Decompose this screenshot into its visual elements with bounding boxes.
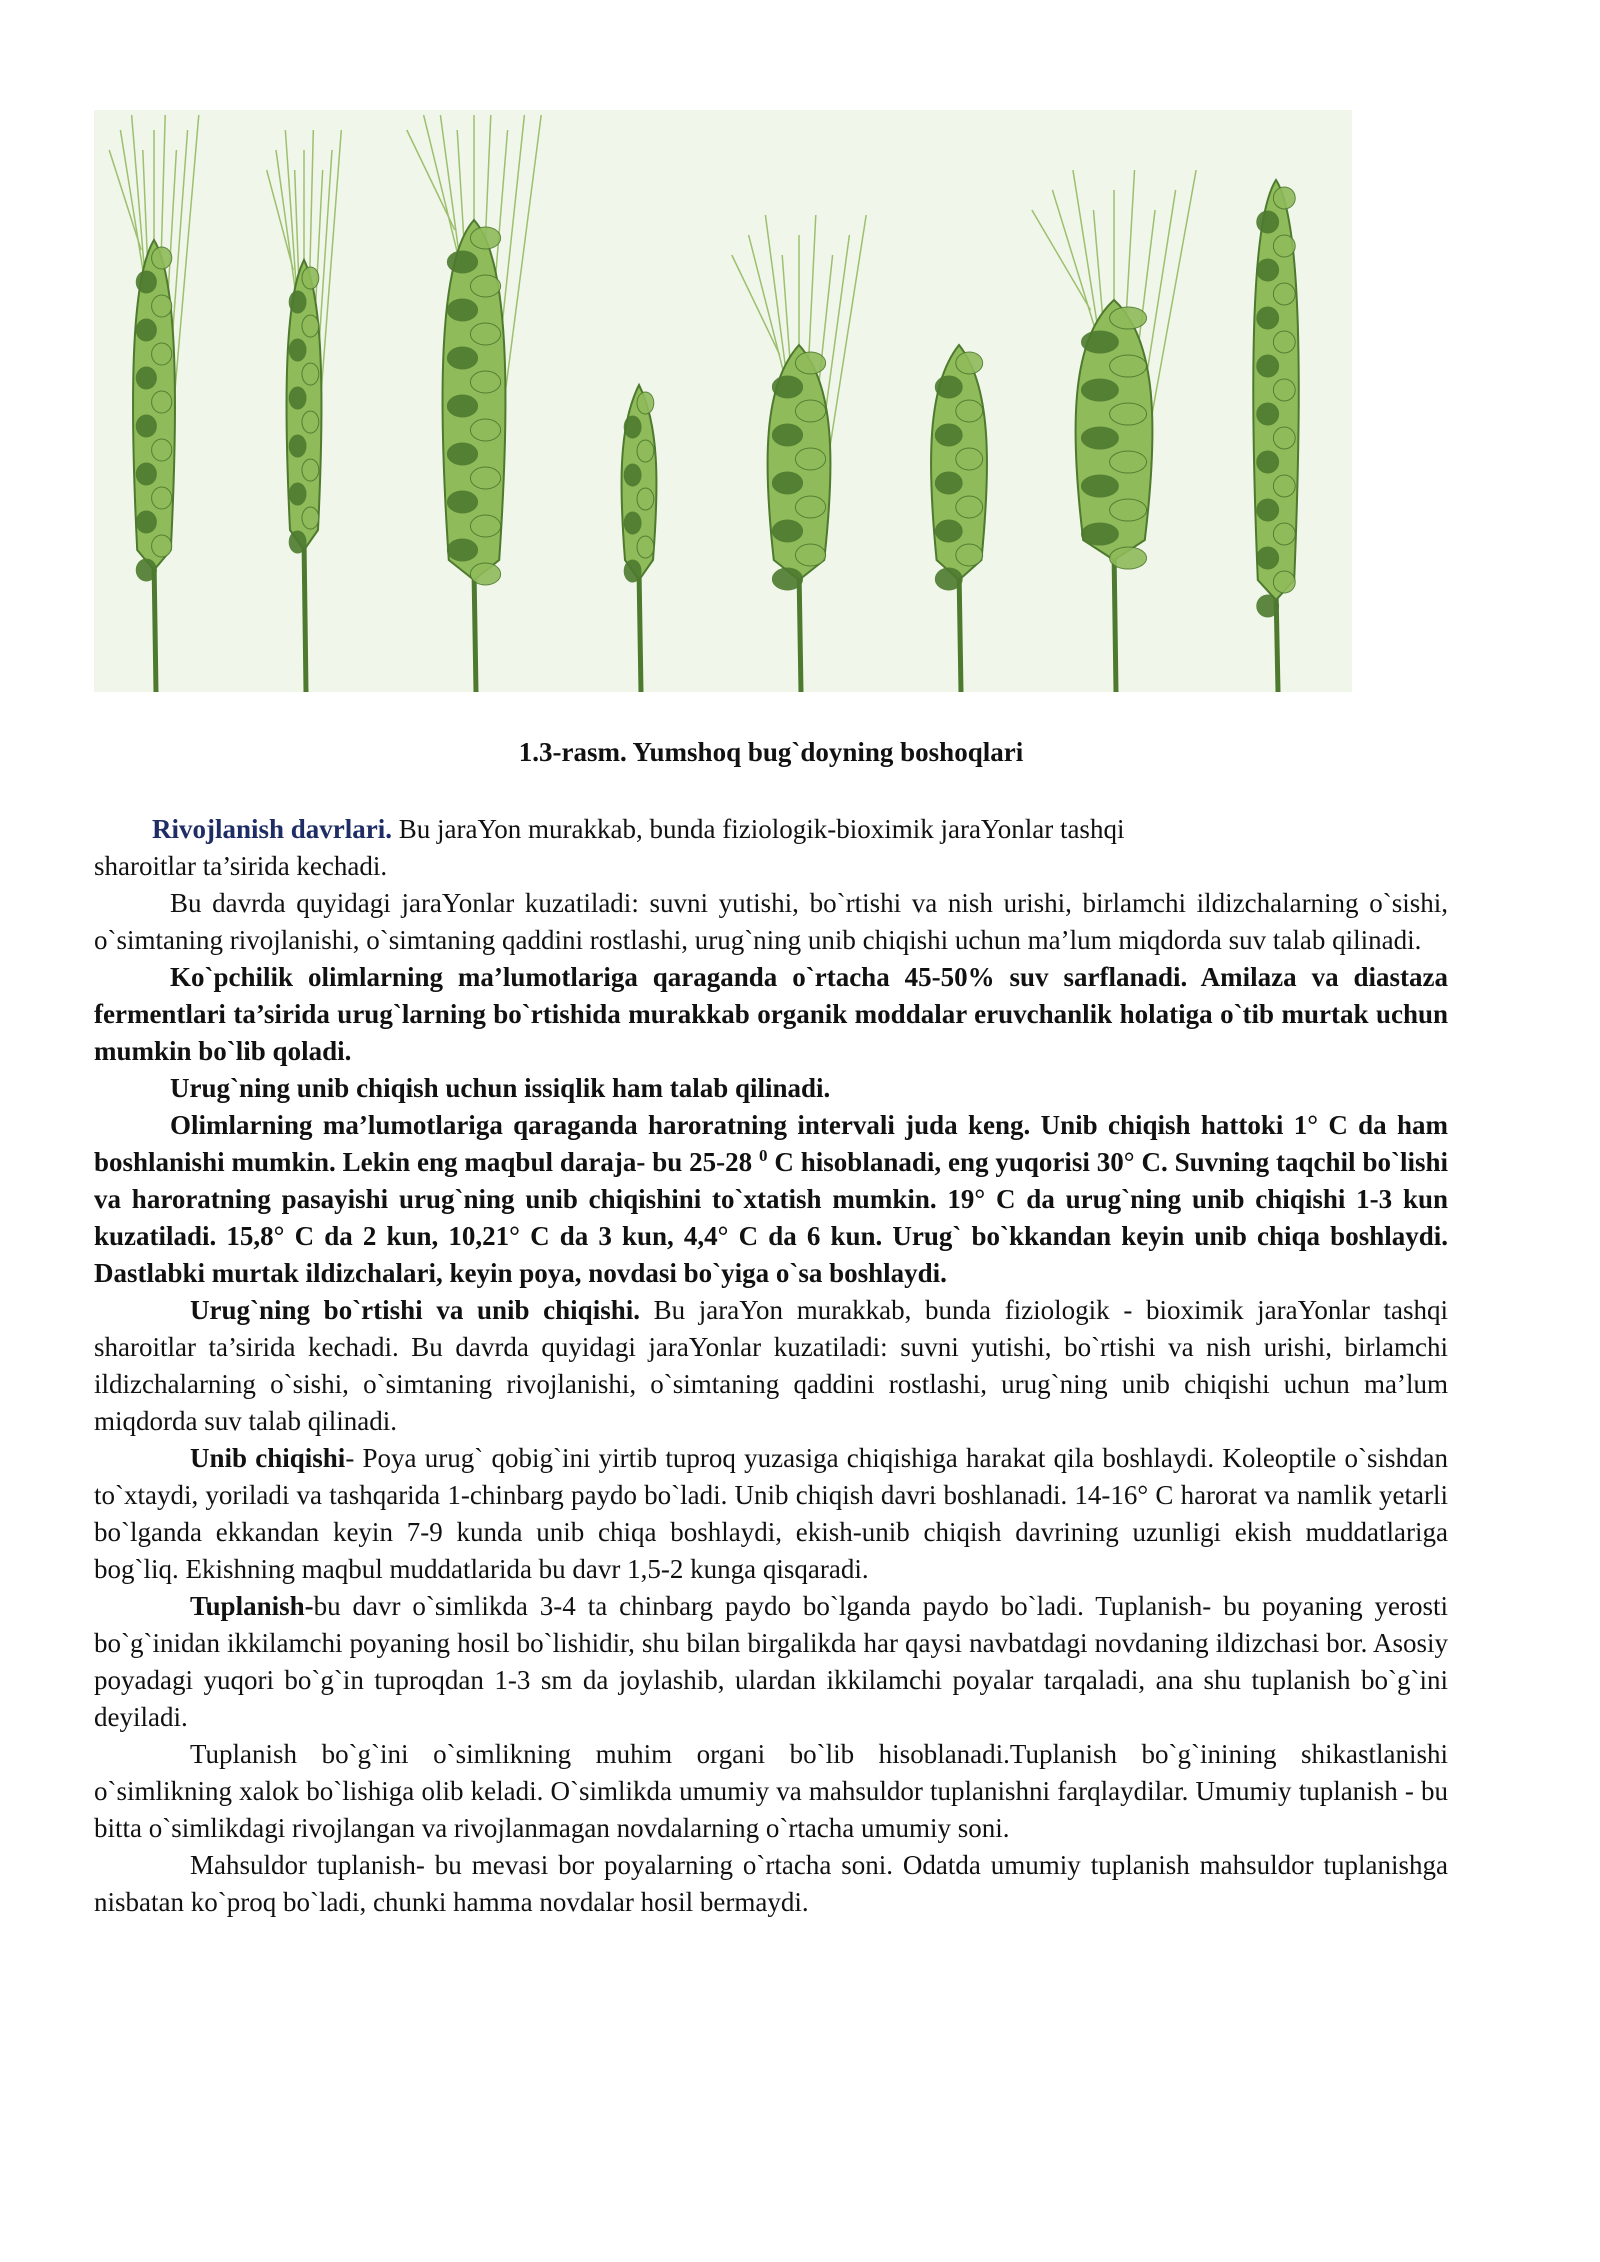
section-heading: Rivojlanish davrlari. [152,814,393,844]
paragraph-text: - Poya urug` qobig`ini yirtib tuproq yuzasiga chiqishiga harakat qila boshlaydi. Koleoptile o`sishdan to`xtaydi, yoriladi va tashqarida 1-chinbarg paydo bo`ladi. Unib chiqish davri boshlanadi. 14-16° C harorat va namlik yetarli bo`lganda ekkandan keyin 7-9 kunda unib chiqa boshlaydi, ekish-unib chiqish davrining uzunligi ekish muddatlariga bog`liq. Ekishning maqbul muddatlarida bu davr 1,5-2 kunga qisqaradi. [94,1443,1449,1584]
spike-1 [109,115,199,692]
paragraph-tillering [94,1588,1448,1736]
term-label: Unib chiqishi [190,1443,346,1473]
spike-3 [407,115,541,692]
figure-caption: 1.3-rasm. Yumshoq bug`doyning boshoqlari [518,737,1024,767]
term-label: Urug`ning bo`rtishi va unib chiqishi. [190,1295,640,1325]
spike-8 [1253,180,1298,692]
paragraph-development-periods [94,811,1448,885]
document-body [94,811,1448,1921]
spike-7 [1032,170,1196,692]
paragraph-swelling [94,1292,1448,1440]
paragraph-productive-tillering: Mahsuldor tuplanish- bu mevasi bor poyalarning o`rtacha soni. Odatda umumiy tuplanish mahsuldor tuplanishga nisbatan ko`proq bo`ladi, chunki hamma novdalar hosil bermaydi. [94,1850,1448,1917]
term-label: Tuplanish- [190,1591,314,1621]
paragraph-text: C hisoblanadi, eng yuqorisi 30° C. Suvning taqchil bo`lishi va haroratning pasayishi urug`ning unib chiqishini to`xtatish mumkin. 19° C da urug`ning unib chiqishi 1-3 kun kuzatiladi. 15,8° C da 2 kun, 10,21° C da 3 kun, 4,4° C da 6 kun. Urug` bo`kkandan keyin unib chiqa boshlaydi. Dastlabki murtak ildizchalari, keyin poya, novdasi bo`yiga o`sa boshlaydi. [94,1147,1448,1288]
paragraph-heat-requirement: Urug`ning unib chiqish uchun issiqlik ham talab qilinadi. [170,1073,831,1103]
paragraph-tillering-node: Tuplanish bo`g`ini o`simlikning muhim organi bo`lib hisoblanadi.Tuplanish bo`g`inining shikastlanishi o`simlikning xalok bo`lishiga olib keladi. O`simlikda umumiy va mahsuldor tuplanishni farqlaydilar. Umumiy tuplanish - bu bitta o`simlikdagi rivojlangan va rivojlanmagan novdalarning o`rtacha umumiy soni. [94,1739,1448,1843]
paragraph-water-consumption: Ko`pchilik olimlarning ma’lumotlariga qaraganda o`rtacha 45-50% suv sarflanadi. Amilaza va diastaza fermentlari ta’sirida urug`larning bo`rtishida murakkab organik moddalar eruvchanlik holatiga o`tib murtak uchun mumkin bo`lib qoladi. [94,962,1448,1066]
wheat-spikes-illustration [94,110,1352,692]
paragraph-text: bu davr o`simlikda 3-4 ta chinbarg paydo bo`lganda paydo bo`ladi. Tuplanish- bu poyaning yerosti bo`g`inidan ikkilamchi poyaning hosil bo`lishidir, shu bilan birgalikda har qaysi navbatdagi novdaning ildizchasi bor. Asosiy poyadagi yuqori bo`g`in tuproqdan 1-3 sm da joylashib, ulardan ikkilamchi poyalar tarqaladi, ana shu tuplanish bo`g`ini deyiladi. [94,1591,1448,1732]
spike-2 [267,130,342,692]
paragraph-processes: Bu davrda quyidagi jaraYonlar kuzatiladi: suvni yutishi, bo`rtishi va nish urishi, birlamchi ildizchalarning o`sishi, o`simtaning rivojlanishi, o`simtaning qaddini rostlashi, urug`ning unib chiqishi uchun ma’lum miqdorda suv talab qilinadi. [94,888,1448,955]
spike-4 [622,385,657,692]
paragraph-text: Bu jaraYon murakkab, bunda fiziologik-bioximik jaraYonlar tashqi [392,814,1125,844]
paragraph-temperature [94,1107,1448,1292]
degree-superscript: 0 [759,1146,768,1165]
spike-6 [931,345,987,692]
spike-5 [732,215,866,692]
paragraph-text: sharoitlar ta’sirida kechadi. [94,851,388,881]
paragraph-text: Olimlarning ma’lumotlariga qaraganda haroratning intervali juda keng. Unib chiqish hattoki 1° C da ham boshlanishi mumkin. Lekin eng maqbul daraja- bu 25-28 [94,1110,1448,1177]
wheat-spikes-figure [94,110,1352,692]
paragraph-text: Bu jaraYon murakkab, bunda fiziologik - bioximik jaraYonlar tashqi sharoitlar ta’sirida kechadi. Bu davrda quyidagi jaraYonlar kuzatiladi: suvni yutishi, bo`rtishi va nish urishi, birlamchi ildizchalarning o`sishi, o`simtaning rivojlanishi, o`simtaning qaddini rostlashi, urug`ning unib chiqishi uchun ma’lum miqdorda suv talab qilinadi. [94,1295,1448,1436]
paragraph-emergence [94,1440,1448,1588]
